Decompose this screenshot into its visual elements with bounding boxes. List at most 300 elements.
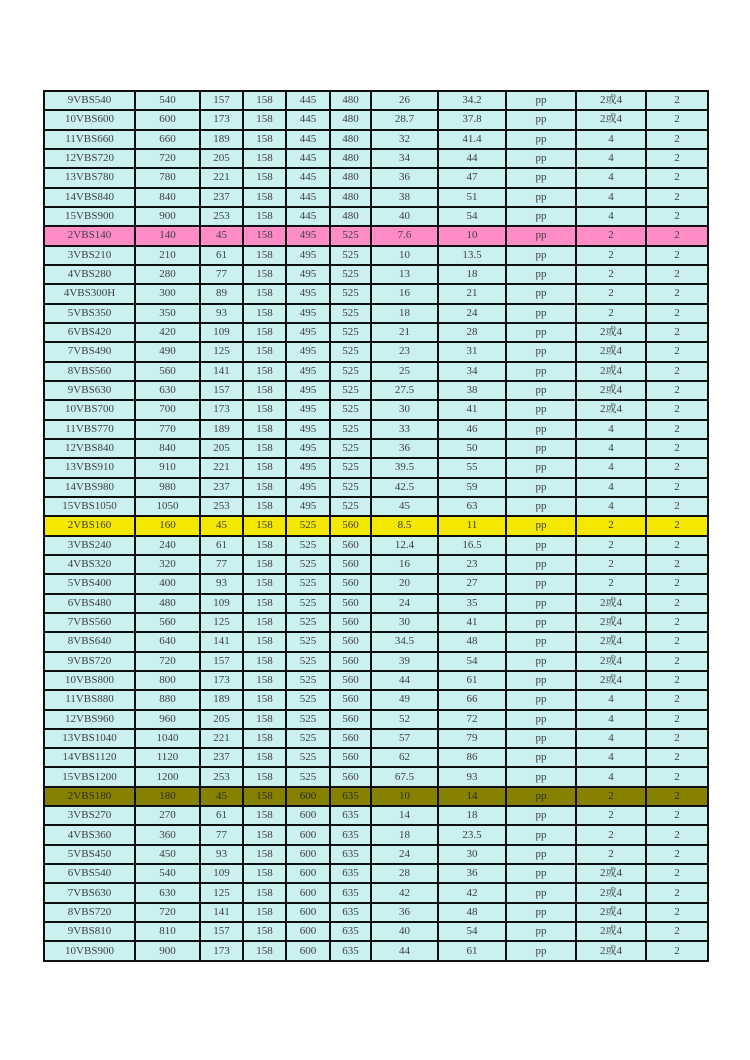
model-cell: 10VBS800 — [44, 671, 135, 690]
value-cell: 2 — [646, 594, 708, 613]
value-cell: 158 — [243, 516, 286, 535]
value-cell: pp — [506, 168, 576, 187]
value-cell: 2 — [646, 806, 708, 825]
value-cell: 560 — [330, 748, 371, 767]
model-cell: 7VBS490 — [44, 342, 135, 361]
value-cell: 173 — [200, 110, 243, 129]
value-cell: 360 — [135, 825, 200, 844]
value-cell: 480 — [330, 207, 371, 226]
table-row — [44, 574, 708, 593]
model-cell: 9VBS630 — [44, 381, 135, 400]
table-row — [44, 342, 708, 361]
value-cell: 89 — [200, 284, 243, 303]
table-row — [44, 458, 708, 477]
value-cell: 980 — [135, 478, 200, 497]
value-cell: 42.5 — [371, 478, 438, 497]
value-cell: 40 — [371, 207, 438, 226]
value-cell: 635 — [330, 864, 371, 883]
value-cell: 2 — [646, 497, 708, 516]
value-cell: pp — [506, 400, 576, 419]
spec-table-body — [44, 91, 708, 961]
value-cell: 158 — [243, 710, 286, 729]
value-cell: 560 — [330, 690, 371, 709]
value-cell: 2 — [646, 729, 708, 748]
table-row — [44, 226, 708, 245]
value-cell: 237 — [200, 478, 243, 497]
value-cell: 189 — [200, 130, 243, 149]
table-row — [44, 594, 708, 613]
value-cell: 2 — [576, 555, 646, 574]
value-cell: 350 — [135, 304, 200, 323]
value-cell: pp — [506, 555, 576, 574]
value-cell: 47 — [438, 168, 506, 187]
value-cell: 2 — [576, 246, 646, 265]
value-cell: 158 — [243, 613, 286, 632]
value-cell: 880 — [135, 690, 200, 709]
model-cell: 15VBS1200 — [44, 767, 135, 786]
value-cell: 2 — [646, 246, 708, 265]
table-row — [44, 555, 708, 574]
table-row — [44, 710, 708, 729]
value-cell: 4 — [576, 748, 646, 767]
table-row — [44, 323, 708, 342]
value-cell: 141 — [200, 632, 243, 651]
value-cell: 635 — [330, 883, 371, 902]
table-row — [44, 420, 708, 439]
value-cell: 810 — [135, 922, 200, 941]
table-row — [44, 632, 708, 651]
value-cell: 49 — [371, 690, 438, 709]
value-cell: 7.6 — [371, 226, 438, 245]
table-row — [44, 304, 708, 323]
value-cell: 400 — [135, 574, 200, 593]
value-cell: 2 — [646, 536, 708, 555]
table-row — [44, 400, 708, 419]
value-cell: 157 — [200, 922, 243, 941]
value-cell: 23 — [371, 342, 438, 361]
value-cell: 158 — [243, 574, 286, 593]
spec-table-container — [43, 90, 709, 962]
value-cell: pp — [506, 574, 576, 593]
value-cell: 560 — [330, 516, 371, 535]
value-cell: 600 — [286, 941, 330, 960]
value-cell: 44 — [438, 149, 506, 168]
model-cell: 5VBS400 — [44, 574, 135, 593]
table-row — [44, 729, 708, 748]
value-cell: 237 — [200, 188, 243, 207]
value-cell: pp — [506, 362, 576, 381]
value-cell: 86 — [438, 748, 506, 767]
model-cell: 11VBS880 — [44, 690, 135, 709]
value-cell: 525 — [286, 671, 330, 690]
value-cell: 2 — [646, 613, 708, 632]
value-cell: 2 — [646, 110, 708, 129]
value-cell: 24 — [371, 845, 438, 864]
value-cell: 2 — [646, 149, 708, 168]
value-cell: 253 — [200, 497, 243, 516]
value-cell: 2或4 — [576, 342, 646, 361]
value-cell: 560 — [330, 671, 371, 690]
value-cell: 2 — [646, 922, 708, 941]
value-cell: 560 — [330, 710, 371, 729]
value-cell: 525 — [286, 710, 330, 729]
value-cell: pp — [506, 941, 576, 960]
value-cell: 158 — [243, 536, 286, 555]
value-cell: 158 — [243, 729, 286, 748]
value-cell: 67.5 — [371, 767, 438, 786]
value-cell: 158 — [243, 168, 286, 187]
value-cell: 10 — [438, 226, 506, 245]
value-cell: 54 — [438, 652, 506, 671]
value-cell: 158 — [243, 400, 286, 419]
value-cell: 445 — [286, 188, 330, 207]
value-cell: 525 — [286, 555, 330, 574]
value-cell: 635 — [330, 903, 371, 922]
table-row — [44, 748, 708, 767]
value-cell: 600 — [286, 806, 330, 825]
model-cell: 6VBS540 — [44, 864, 135, 883]
value-cell: 16 — [371, 284, 438, 303]
value-cell: 600 — [286, 864, 330, 883]
value-cell: 46 — [438, 420, 506, 439]
value-cell: 2 — [646, 516, 708, 535]
value-cell: pp — [506, 806, 576, 825]
value-cell: 51 — [438, 188, 506, 207]
value-cell: 77 — [200, 265, 243, 284]
value-cell: 4 — [576, 188, 646, 207]
value-cell: 158 — [243, 207, 286, 226]
value-cell: 36 — [371, 903, 438, 922]
value-cell: 910 — [135, 458, 200, 477]
value-cell: pp — [506, 420, 576, 439]
value-cell: 34.5 — [371, 632, 438, 651]
value-cell: 280 — [135, 265, 200, 284]
model-cell: 9VBS540 — [44, 91, 135, 110]
value-cell: 221 — [200, 168, 243, 187]
value-cell: 560 — [330, 632, 371, 651]
table-row — [44, 516, 708, 535]
value-cell: 21 — [438, 284, 506, 303]
value-cell: 61 — [438, 671, 506, 690]
value-cell: 54 — [438, 922, 506, 941]
value-cell: 45 — [371, 497, 438, 516]
value-cell: 2 — [576, 845, 646, 864]
value-cell: 2 — [646, 671, 708, 690]
value-cell: 160 — [135, 516, 200, 535]
table-row — [44, 246, 708, 265]
value-cell: 2 — [576, 265, 646, 284]
value-cell: 61 — [438, 941, 506, 960]
table-row — [44, 265, 708, 284]
value-cell: 525 — [286, 516, 330, 535]
value-cell: 445 — [286, 130, 330, 149]
model-cell: 9VBS720 — [44, 652, 135, 671]
value-cell: 525 — [330, 400, 371, 419]
value-cell: 635 — [330, 787, 371, 806]
value-cell: 93 — [200, 304, 243, 323]
value-cell: 2 — [646, 652, 708, 671]
model-cell: 11VBS660 — [44, 130, 135, 149]
value-cell: 11 — [438, 516, 506, 535]
value-cell: 189 — [200, 690, 243, 709]
value-cell: 34.2 — [438, 91, 506, 110]
value-cell: 42 — [438, 883, 506, 902]
value-cell: 300 — [135, 284, 200, 303]
table-row — [44, 207, 708, 226]
value-cell: 630 — [135, 381, 200, 400]
value-cell: 93 — [200, 845, 243, 864]
value-cell: 221 — [200, 458, 243, 477]
value-cell: 2或4 — [576, 381, 646, 400]
value-cell: 2或4 — [576, 632, 646, 651]
value-cell: 23.5 — [438, 825, 506, 844]
value-cell: 4 — [576, 149, 646, 168]
value-cell: 2 — [646, 130, 708, 149]
value-cell: 2 — [646, 864, 708, 883]
value-cell: 525 — [330, 478, 371, 497]
value-cell: 158 — [243, 362, 286, 381]
value-cell: pp — [506, 729, 576, 748]
value-cell: 2 — [576, 574, 646, 593]
value-cell: 57 — [371, 729, 438, 748]
value-cell: 189 — [200, 420, 243, 439]
model-cell: 6VBS480 — [44, 594, 135, 613]
value-cell: 158 — [243, 652, 286, 671]
value-cell: 24 — [371, 594, 438, 613]
value-cell: 30 — [371, 400, 438, 419]
value-cell: 158 — [243, 555, 286, 574]
value-cell: 525 — [330, 226, 371, 245]
value-cell: 2 — [646, 574, 708, 593]
value-cell: 635 — [330, 825, 371, 844]
value-cell: 2 — [646, 400, 708, 419]
model-cell: 14VBS980 — [44, 478, 135, 497]
value-cell: 173 — [200, 941, 243, 960]
value-cell: 600 — [286, 883, 330, 902]
value-cell: 27 — [438, 574, 506, 593]
value-cell: 23 — [438, 555, 506, 574]
table-row — [44, 284, 708, 303]
value-cell: 2 — [646, 207, 708, 226]
value-cell: 2 — [646, 767, 708, 786]
value-cell: 600 — [286, 903, 330, 922]
value-cell: 2或4 — [576, 400, 646, 419]
table-row — [44, 941, 708, 960]
value-cell: 158 — [243, 864, 286, 883]
value-cell: 4 — [576, 497, 646, 516]
value-cell: 635 — [330, 845, 371, 864]
value-cell: 525 — [286, 690, 330, 709]
value-cell: 158 — [243, 91, 286, 110]
value-cell: 158 — [243, 594, 286, 613]
model-cell: 14VBS1120 — [44, 748, 135, 767]
value-cell: 158 — [243, 381, 286, 400]
value-cell: 2 — [646, 825, 708, 844]
value-cell: 4 — [576, 478, 646, 497]
value-cell: 2 — [576, 284, 646, 303]
value-cell: 45 — [200, 516, 243, 535]
value-cell: 158 — [243, 748, 286, 767]
value-cell: 560 — [330, 594, 371, 613]
value-cell: pp — [506, 439, 576, 458]
value-cell: pp — [506, 845, 576, 864]
value-cell: 35 — [438, 594, 506, 613]
value-cell: 495 — [286, 458, 330, 477]
model-cell: 2VBS160 — [44, 516, 135, 535]
model-cell: 8VBS720 — [44, 903, 135, 922]
value-cell: pp — [506, 883, 576, 902]
value-cell: pp — [506, 710, 576, 729]
value-cell: 25 — [371, 362, 438, 381]
value-cell: pp — [506, 787, 576, 806]
value-cell: 2 — [646, 439, 708, 458]
value-cell: 525 — [286, 632, 330, 651]
value-cell: 158 — [243, 439, 286, 458]
value-cell: 635 — [330, 806, 371, 825]
model-cell: 4VBS300H — [44, 284, 135, 303]
value-cell: 840 — [135, 439, 200, 458]
value-cell: 2 — [576, 536, 646, 555]
model-cell: 4VBS360 — [44, 825, 135, 844]
table-row — [44, 497, 708, 516]
value-cell: 2 — [646, 168, 708, 187]
value-cell: 20 — [371, 574, 438, 593]
value-cell: 2或4 — [576, 652, 646, 671]
value-cell: pp — [506, 613, 576, 632]
value-cell: 525 — [286, 652, 330, 671]
value-cell: 495 — [286, 381, 330, 400]
value-cell: 720 — [135, 149, 200, 168]
value-cell: 48 — [438, 632, 506, 651]
value-cell: 44 — [371, 941, 438, 960]
value-cell: pp — [506, 304, 576, 323]
value-cell: 10 — [371, 787, 438, 806]
value-cell: 13 — [371, 265, 438, 284]
value-cell: 93 — [438, 767, 506, 786]
value-cell: 660 — [135, 130, 200, 149]
value-cell: 140 — [135, 226, 200, 245]
value-cell: 4 — [576, 168, 646, 187]
value-cell: 2 — [646, 420, 708, 439]
value-cell: 61 — [200, 806, 243, 825]
value-cell: pp — [506, 284, 576, 303]
value-cell: 158 — [243, 342, 286, 361]
value-cell: 525 — [286, 536, 330, 555]
table-row — [44, 787, 708, 806]
value-cell: pp — [506, 767, 576, 786]
value-cell: 560 — [330, 613, 371, 632]
model-cell: 7VBS630 — [44, 883, 135, 902]
value-cell: 525 — [330, 246, 371, 265]
value-cell: pp — [506, 130, 576, 149]
value-cell: 253 — [200, 767, 243, 786]
value-cell: 13.5 — [438, 246, 506, 265]
value-cell: 4 — [576, 439, 646, 458]
value-cell: 560 — [135, 362, 200, 381]
value-cell: 2 — [646, 478, 708, 497]
value-cell: 141 — [200, 362, 243, 381]
value-cell: 63 — [438, 497, 506, 516]
value-cell: 4 — [576, 207, 646, 226]
value-cell: 2或4 — [576, 864, 646, 883]
value-cell: 2 — [646, 458, 708, 477]
value-cell: 490 — [135, 342, 200, 361]
table-row — [44, 149, 708, 168]
table-row — [44, 845, 708, 864]
value-cell: 39.5 — [371, 458, 438, 477]
value-cell: pp — [506, 825, 576, 844]
value-cell: pp — [506, 478, 576, 497]
value-cell: 157 — [200, 381, 243, 400]
value-cell: 495 — [286, 265, 330, 284]
value-cell: 24 — [438, 304, 506, 323]
value-cell: 4 — [576, 458, 646, 477]
value-cell: 12.4 — [371, 536, 438, 555]
value-cell: 205 — [200, 439, 243, 458]
value-cell: 125 — [200, 613, 243, 632]
value-cell: 540 — [135, 864, 200, 883]
value-cell: 125 — [200, 342, 243, 361]
value-cell: 2 — [646, 555, 708, 574]
value-cell: 55 — [438, 458, 506, 477]
value-cell: 495 — [286, 284, 330, 303]
value-cell: 1200 — [135, 767, 200, 786]
value-cell: 480 — [135, 594, 200, 613]
value-cell: 560 — [330, 536, 371, 555]
value-cell: pp — [506, 864, 576, 883]
table-row — [44, 825, 708, 844]
value-cell: 525 — [286, 613, 330, 632]
value-cell: pp — [506, 149, 576, 168]
table-row — [44, 439, 708, 458]
model-cell: 15VBS1050 — [44, 497, 135, 516]
value-cell: 525 — [330, 439, 371, 458]
value-cell: 158 — [243, 478, 286, 497]
model-cell: 10VBS900 — [44, 941, 135, 960]
value-cell: 960 — [135, 710, 200, 729]
model-cell: 3VBS210 — [44, 246, 135, 265]
table-row — [44, 883, 708, 902]
value-cell: 2 — [646, 632, 708, 651]
value-cell: 2 — [646, 710, 708, 729]
value-cell: 525 — [286, 767, 330, 786]
model-cell: 2VBS180 — [44, 787, 135, 806]
value-cell: 720 — [135, 652, 200, 671]
value-cell: 173 — [200, 671, 243, 690]
value-cell: 2 — [646, 748, 708, 767]
table-row — [44, 864, 708, 883]
value-cell: 158 — [243, 883, 286, 902]
table-row — [44, 671, 708, 690]
value-cell: 2 — [646, 284, 708, 303]
value-cell: pp — [506, 632, 576, 651]
value-cell: 16 — [371, 555, 438, 574]
value-cell: 237 — [200, 748, 243, 767]
value-cell: 158 — [243, 130, 286, 149]
value-cell: 10 — [371, 246, 438, 265]
value-cell: 2 — [646, 188, 708, 207]
value-cell: 2或4 — [576, 883, 646, 902]
table-row — [44, 806, 708, 825]
value-cell: 445 — [286, 149, 330, 168]
value-cell: 36 — [371, 439, 438, 458]
value-cell: 253 — [200, 207, 243, 226]
value-cell: 14 — [438, 787, 506, 806]
value-cell: 495 — [286, 323, 330, 342]
value-cell: 66 — [438, 690, 506, 709]
value-cell: 158 — [243, 284, 286, 303]
value-cell: 240 — [135, 536, 200, 555]
